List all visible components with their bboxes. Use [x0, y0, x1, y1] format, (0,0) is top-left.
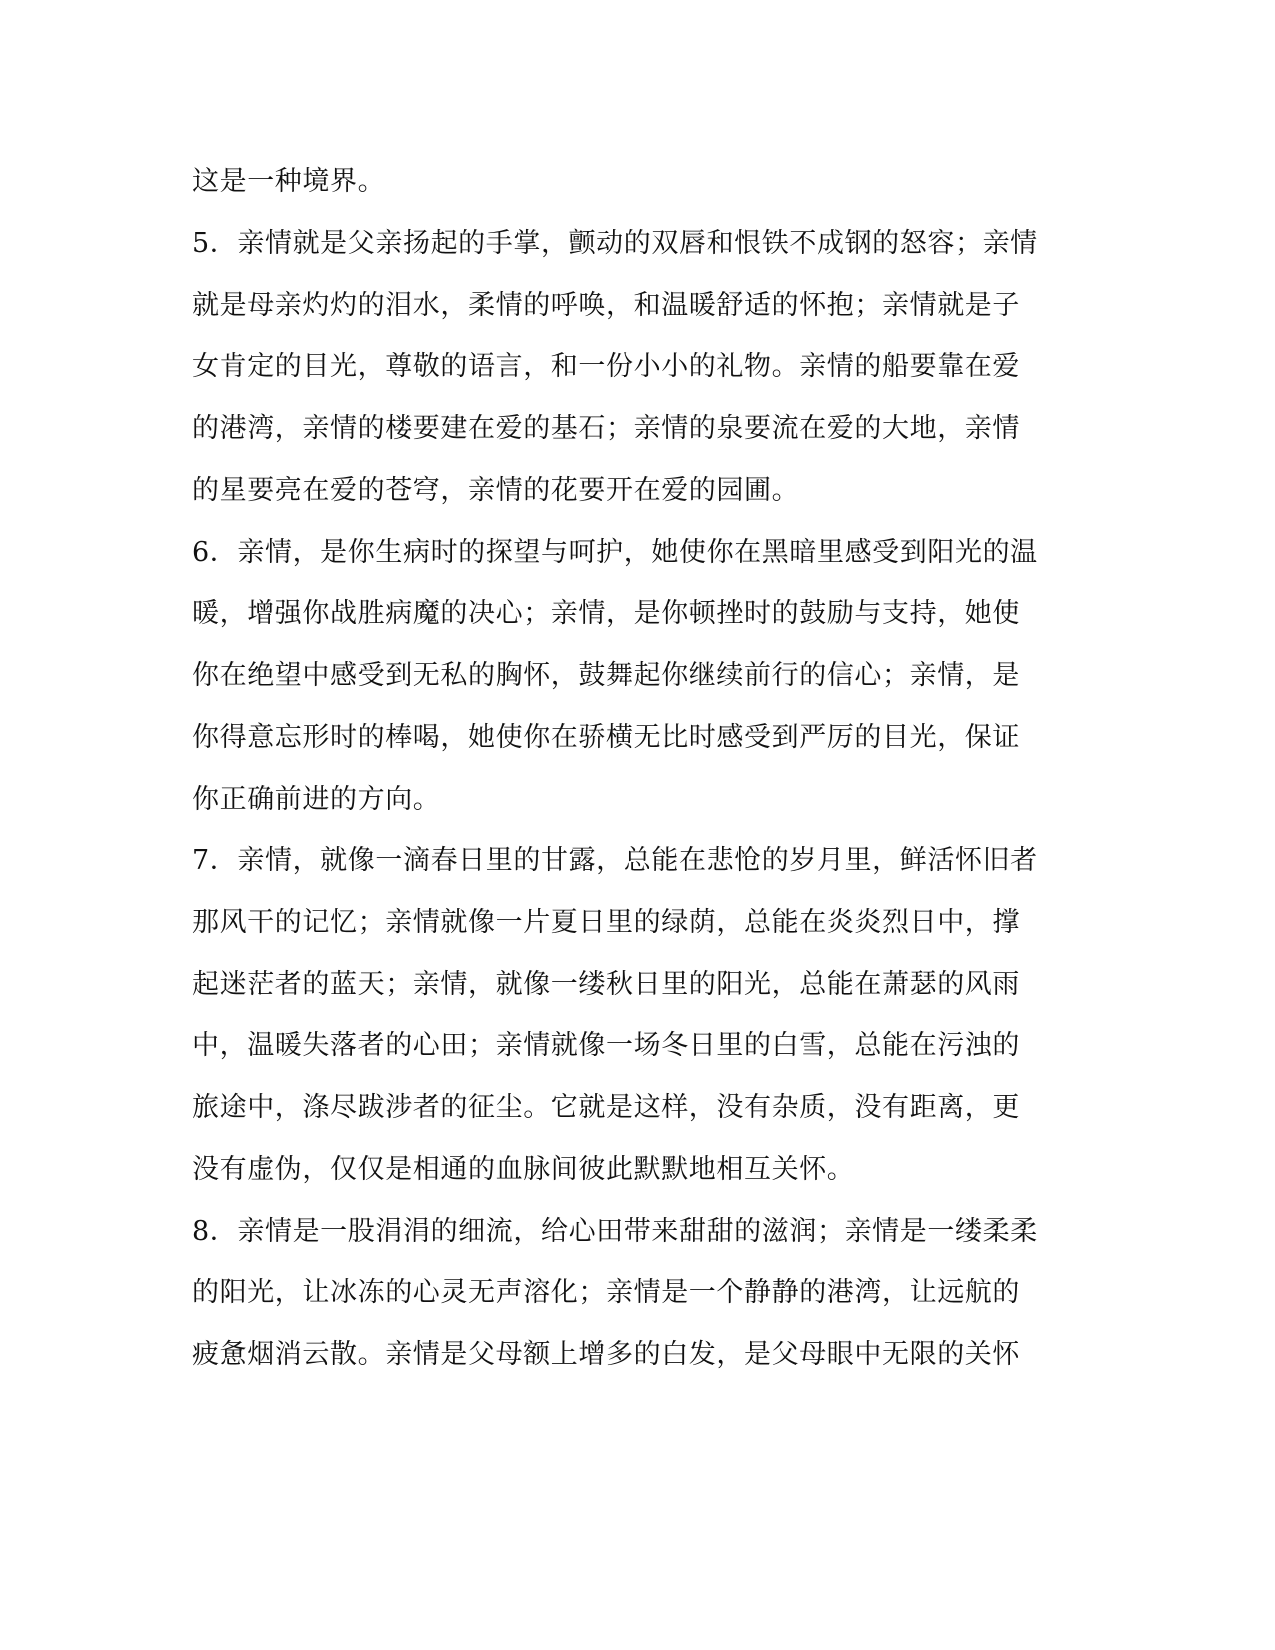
text-line-15: 中，温暖失落者的心田；亲情就像一场冬日里的白雪，总能在污浊的 [192, 1030, 1020, 1061]
text-line-9: 你在绝望中感受到无私的胸怀，鼓舞起你继续前行的信心；亲情，是 [192, 660, 1020, 691]
text-line-3: 就是母亲灼灼的泪水，柔情的呼唤，和温暖舒适的怀抱；亲情就是子 [192, 290, 1020, 321]
text-line-17: 没有虚伪，仅仅是相通的血脉间彼此默默地相互关怀。 [192, 1154, 855, 1185]
text-line-1: 这是一种境界。 [192, 166, 386, 197]
text-line-16: 旅途中，涤尽跋涉者的征尘。它就是这样，没有杂质，没有距离，更 [192, 1092, 1020, 1123]
text-line-2: 5．亲情就是父亲扬起的手掌，颤动的双唇和恨铁不成钢的怒容；亲情 [192, 228, 1038, 259]
text-line-5: 的港湾，亲情的楼要建在爱的基石；亲情的泉要流在爱的大地，亲情 [192, 413, 1020, 444]
text-line-12: 7．亲情，就像一滴春日里的甘露，总能在悲怆的岁月里，鲜活怀旧者 [192, 845, 1038, 876]
text-line-20: 疲惫烟消云散。亲情是父母额上增多的白发，是父母眼中无限的关怀 [192, 1339, 1020, 1370]
text-line-6: 的星要亮在爱的苍穹，亲情的花要开在爱的园圃。 [192, 475, 800, 506]
text-line-8: 暖，增强你战胜病魔的决心；亲情，是你顿挫时的鼓励与支持，她使 [192, 598, 1020, 629]
text-line-19: 的阳光，让冰冻的心灵无声溶化；亲情是一个静静的港湾，让远航的 [192, 1277, 1020, 1308]
text-line-10: 你得意忘形时的棒喝，她使你在骄横无比时感受到严厉的目光，保证 [192, 722, 1020, 753]
text-line-14: 起迷茫者的蓝天；亲情，就像一缕秋日里的阳光，总能在萧瑟的风雨 [192, 969, 1020, 1000]
text-line-7: 6．亲情，是你生病时的探望与呵护，她使你在黑暗里感受到阳光的温 [192, 537, 1038, 568]
text-line-13: 那风干的记忆；亲情就像一片夏日里的绿荫，总能在炎炎烈日中，撑 [192, 907, 1020, 938]
text-line-11: 你正确前进的方向。 [192, 784, 441, 815]
text-line-18: 8．亲情是一股涓涓的细流，给心田带来甜甜的滋润；亲情是一缕柔柔 [192, 1216, 1038, 1247]
text-line-4: 女肯定的目光，尊敬的语言，和一份小小的礼物。亲情的船要靠在爱 [192, 351, 1020, 382]
